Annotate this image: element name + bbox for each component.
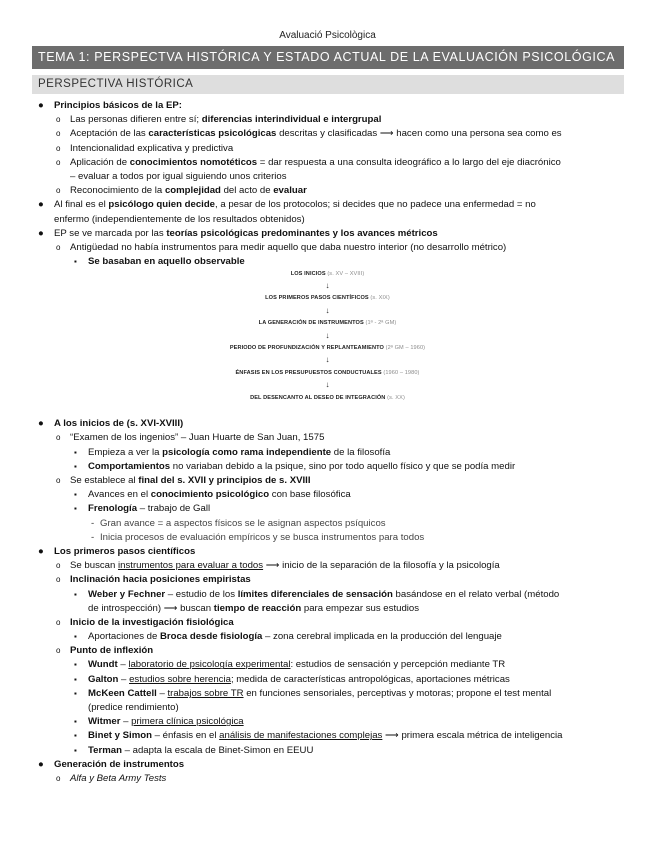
timeline-flow-diagram xyxy=(0,269,655,417)
list-item-continuation: – evaluar a todos por igual siguiendo unos criterios xyxy=(70,170,287,182)
down-arrow-icon: ↓ xyxy=(325,306,330,316)
flow-step: ÉNFASIS EN LOS PRESUPUESTOS CONDUCTUALES (1960 – 1980) xyxy=(235,370,420,377)
list-item: ● Los primeros pasos científicos xyxy=(38,545,196,557)
down-arrow-icon: ↓ xyxy=(325,355,330,365)
list-item: o Aplicación de conocimientos nomotéticos = dar respuesta a una consulta ideográfico a lo largo del eje diacrónico xyxy=(56,156,561,168)
flow-step: PERIODO DE PROFUNDIZACIÓN Y REPLANTEAMIENTO (2ª GM – 1960) xyxy=(229,345,426,352)
list-item: o Antigüedad no había instrumentos para medir aquello que daba nuestro interior (no desarrollo métrico) xyxy=(56,241,507,253)
list-item-continuation: enfermo (independientemente de los resultados obtenidos) xyxy=(54,213,305,225)
flow-step: LOS PRIMEROS PASOS CIENTÍFICOS (s. XIX) xyxy=(265,295,390,302)
list-item: ▪ Se basaban en aquello observable xyxy=(74,256,245,268)
list-item: ● EP se ve marcada por las teorías psicológicas predominantes y los avances métricos xyxy=(38,227,438,239)
list-item: o Inclinación hacia posiciones empiristas xyxy=(56,574,251,586)
list-item: o Inicio de la investigación fisiológica xyxy=(56,616,234,628)
list-item: ▪ Witmer – primera clínica psicológica xyxy=(74,716,244,728)
list-item: o Alfa y Beta Army Tests xyxy=(56,772,167,784)
list-item: ▪ Wundt – laboratorio de psicología experimental: estudios de sensación y percepción mediante TR xyxy=(74,659,506,671)
flow-step: LA GENERACIÓN DE INSTRUMENTOS (1ª - 2ª GM) xyxy=(258,320,397,327)
list-item: ▪ Terman – adapta la escala de Binet-Simon en EEUU xyxy=(74,744,314,756)
list-item: o Se establece al final del s. XVII y principios de s. XVIII xyxy=(56,475,311,486)
list-item: ● Al final es el psicólogo quien decide, a pesar de los protocolos; si decides que no padece una enfermedad = no xyxy=(38,199,536,211)
list-item: ● Generación de instrumentos xyxy=(38,758,185,770)
tema-title-bar: TEMA 1: PERSPECTVA HISTÓRICA Y ESTADO ACTUAL DE LA EVALUACIÓN PSICOLÓGICA xyxy=(32,46,624,69)
list-item-continuation: de introspección) ⟶ buscan tiempo de reacción para empezar sus estudios xyxy=(88,602,420,614)
list-item: o Reconocimiento de la complejidad del acto de evaluar xyxy=(56,185,307,197)
list-item: - Inicia procesos de evaluación empíricos y se busca instrumentos para todos xyxy=(91,531,425,543)
list-item: - Gran avance = a aspectos físicos se le asignan aspectos psíquicos xyxy=(91,517,386,529)
list-item-continuation: (predice rendimiento) xyxy=(88,702,179,713)
down-arrow-icon: ↓ xyxy=(325,331,330,341)
down-arrow-icon: ↓ xyxy=(325,281,330,291)
list-item: o Se buscan instrumentos para evaluar a todos ⟶ inicio de la separación de la filosofía y la psicología xyxy=(56,560,500,572)
list-item: ▪ Empieza a ver la psicología como rama independiente de la filosofía xyxy=(74,446,391,458)
list-item: ● A los inicios de (s. XVI-XVIII) xyxy=(38,418,184,430)
list-item: ▪ Comportamientos no variaban debido a la psique, sino por todo aquello físico y que se podía medir xyxy=(74,460,516,472)
list-item: ▪ Binet y Simon – énfasis en el análisis de manifestaciones complejas ⟶ primera escala métrica de inteligencia xyxy=(74,730,563,742)
document-body xyxy=(0,99,655,786)
list-item: ▪ Avances en el conocimiento psicológico con base filosófica xyxy=(74,489,351,501)
flow-step: DEL DESENCANTO AL DESEO DE INTEGRACIÓN (s. XX) xyxy=(250,395,405,402)
list-item: o Punto de inflexión xyxy=(56,645,154,657)
document-header: Avaluació Psicològica xyxy=(279,30,376,41)
list-item: ● Principios básicos de la EP: xyxy=(0,99,655,113)
list-item: o “Examen de los ingenios” – Juan Huarte de San Juan, 1575 xyxy=(56,432,325,444)
list-item: ▪ Frenología – trabajo de Gall xyxy=(74,503,211,515)
list-item: o Las personas difieren entre sí; diferencias interindividual e intergrupal xyxy=(56,114,382,126)
list-item: o Intencionalidad explicativa y predictiva xyxy=(56,142,234,154)
down-arrow-icon: ↓ xyxy=(325,380,330,390)
bullet: ● xyxy=(38,100,44,111)
list-item: ▪ Aportaciones de Broca desde fisiología – zona cerebral implicada en la producción del lenguaje xyxy=(74,631,502,643)
flow-step: LOS INICIOS (s. XV – XVIII) xyxy=(290,271,365,278)
list-item: ▪ Weber y Fechner – estudio de los límites diferenciales de sensación basándose en el relato verbal (método xyxy=(74,588,560,600)
list-item: ▪ Galton – estudios sobre herencia; medida de características antropológicas, aportaciones métricas xyxy=(74,673,510,685)
list-item: ▪ McKeen Cattell – trabajos sobre TR en funciones sensoriales, perceptivas y motoras; propone el test mental xyxy=(74,687,552,699)
section-title-bar: PERSPECTIVA HISTÓRICA xyxy=(32,75,624,94)
list-item: o Aceptación de las características psicológicas descritas y clasificadas ⟶ hacen como una persona sea como es xyxy=(56,128,562,140)
